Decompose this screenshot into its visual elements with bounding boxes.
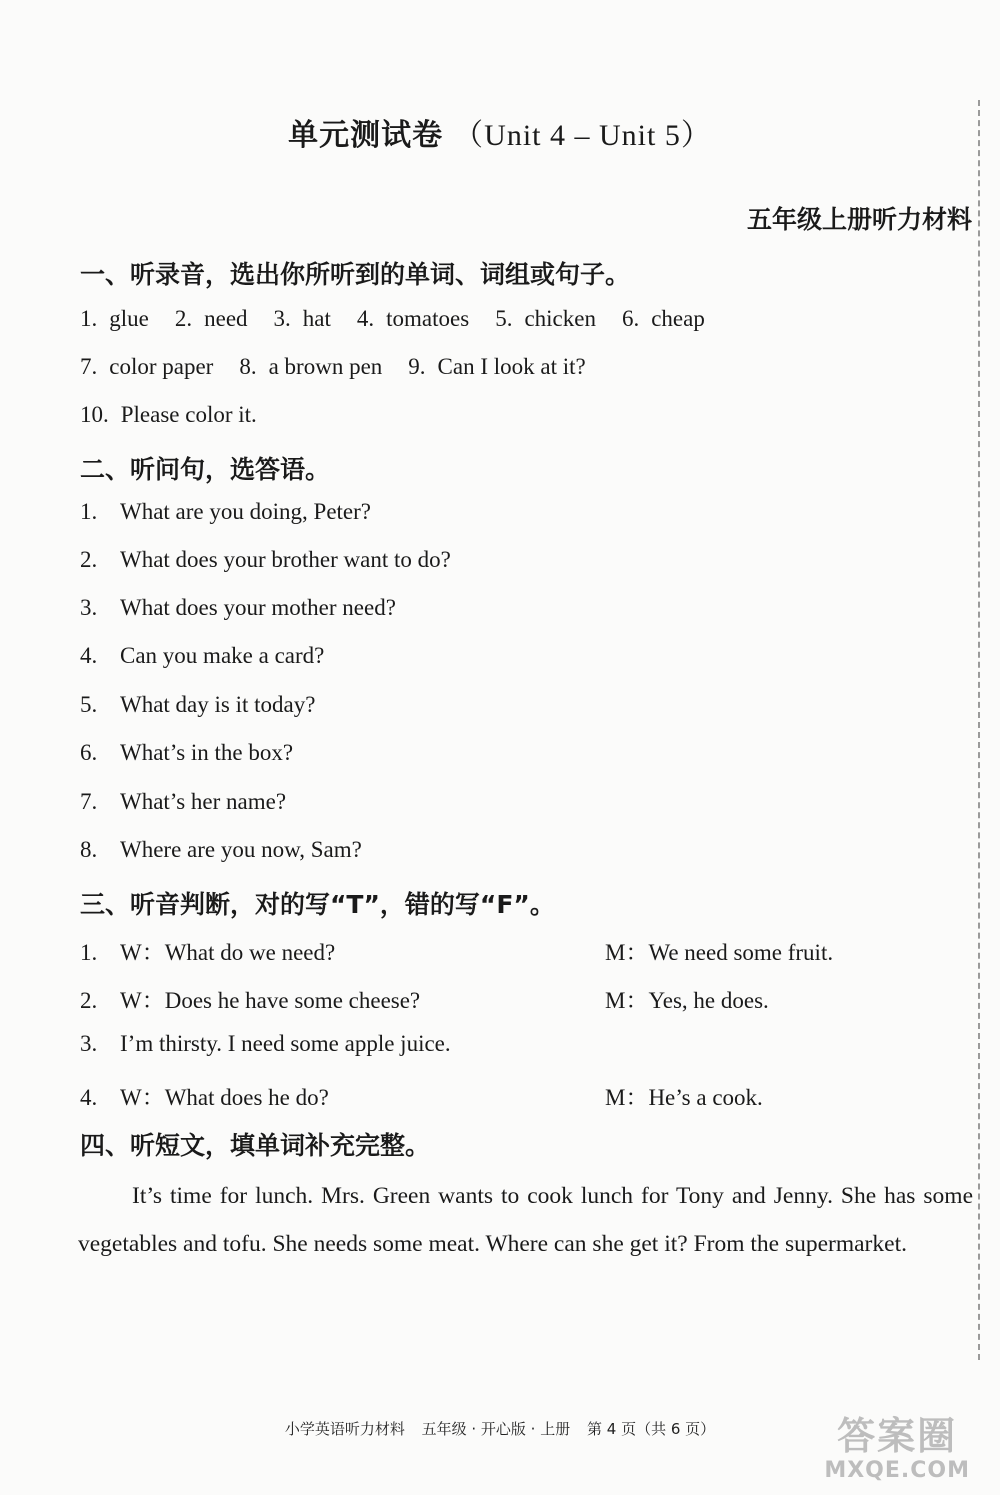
word-item: 8. a brown pen [239,354,383,379]
listening-paragraph: It’s time for lunch. Mrs. Green wants to cook lunch for Tony and Jenny. She has some vegetables and tofu. She needs some meat. Where can she get it? From the supermarket. [78,1183,973,1257]
word-item: 5. chicken [495,306,596,331]
word-item: 6. cheap [621,306,705,331]
page-title [0,110,1000,154]
word-item: 7. color paper [80,354,214,379]
question-item: 8. Where are you now, Sam? [80,837,362,862]
unit-range: （Unit 4 – Unit 5） [453,119,712,152]
watermark-brand: 答案圈 [837,1414,958,1458]
word-item: 2. need [174,306,248,331]
question-item: 5. What day is it today? [80,692,316,717]
question-item: 1. What are you doing, Peter? [80,499,371,524]
watermark-logo [824,1405,970,1483]
footer-page-number: 第 4 页（共 6 页） [587,1420,716,1438]
section-1-line-3 [80,402,283,428]
question-item: 4. Can you make a card? [80,643,325,668]
dialog-item: 4. W：What does he do? M：He’s a cook. [80,1085,763,1110]
word-item: 1. glue [80,306,149,331]
dialog-item: 2. W：Does he have some cheese? M：Yes, he does. [80,988,769,1013]
section-3-heading: 三、听音判断，对的写“T”，错的写“F”。 [80,890,555,919]
question-item: 2. What does your brother want to do? [80,547,451,572]
word-item: 9. Can I look at it? [408,354,586,379]
section-2-heading: 二、听问句，选答语。 [80,455,331,484]
word-item: 4. tomatoes [356,306,470,331]
section-1-line-2 [80,354,612,380]
dialog-item: 1. W：What do we need? M：We need some fruit. [80,940,834,965]
section-1-line-1 [80,306,731,332]
subtitle: 五年级上册听力材料 [746,205,972,234]
question-item: 3. What does your mother need? [80,595,396,620]
cut-line [978,100,980,1360]
watermark-url: MXQE.COM [824,1458,970,1483]
question-item: 7. What’s her name? [80,789,287,814]
section-4-heading: 四、听短文，填单词补充完整。 [80,1131,431,1160]
dialog-item: 3. I’m thirsty. I need some apple juice. [80,1031,451,1056]
footer-grade: 五年级 · 开心版 · 上册 [421,1420,571,1438]
title-text: 单元测试卷 [288,118,444,153]
word-item: 10. Please color it. [80,402,257,427]
section-1-heading: 一、听录音，选出你所听到的单词、词组或句子。 [80,260,631,289]
footer-book: 小学英语听力材料 [284,1420,405,1438]
word-item: 3. hat [273,306,331,331]
question-item: 6. What’s in the box? [80,740,294,765]
